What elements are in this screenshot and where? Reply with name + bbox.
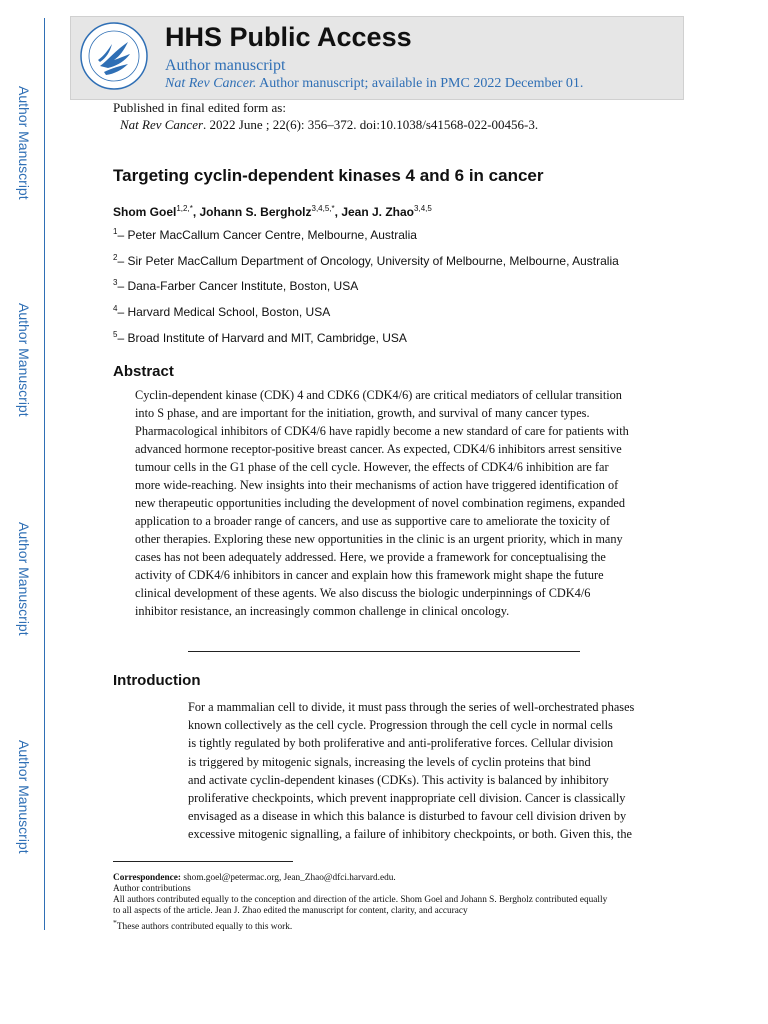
affiliation-text: – Harvard Medical School, Boston, USA — [117, 305, 331, 319]
author-separator: , — [334, 205, 342, 219]
equal-contribution-mark: * — [113, 918, 117, 927]
published-label: Published in final edited form as: — [113, 100, 286, 115]
author-contributions-line: All authors contributed equally to the conception and direction of the article. Shom Goel and Johann S. Bergholz contributed equally — [113, 895, 608, 905]
introduction-heading: Introduction — [113, 672, 201, 689]
affiliation-text: – Broad Institute of Harvard and MIT, Cambridge, USA — [117, 331, 407, 345]
author-name: Jean J. Zhao — [341, 205, 415, 219]
affiliation-number: 3 — [113, 278, 118, 287]
publication-citation — [120, 117, 538, 133]
author-affiliation-marks: 3,4,5 — [414, 204, 432, 213]
abstract-heading: Abstract — [113, 363, 174, 380]
affiliation-item — [113, 227, 417, 242]
article-title: Targeting cyclin-dependent kinases 4 and 6 in cancer — [113, 166, 544, 185]
intro-line: is triggered by mitogenic signals, increasing the levels of cyclin proteins that bind — [188, 754, 591, 769]
affiliation-number: 2 — [113, 253, 118, 262]
hhs-eagle-logo-icon — [78, 20, 150, 92]
author-affiliation-marks: 1,2,* — [176, 204, 193, 213]
affiliation-text: – Dana-Farber Cancer Institute, Boston, USA — [117, 279, 359, 293]
affiliation-item — [113, 253, 619, 268]
affiliation-text: – Sir Peter MacCallum Department of Oncology, University of Melbourne, Melbourne, Australia — [117, 254, 619, 268]
author-contributions-line: to all aspects of the article. Jean J. Zhao edited the manuscript for content, clarity, and accuracy — [113, 906, 468, 916]
intro-line: is tightly regulated by both proliferative and anti-proliferative forces. Cellular division — [188, 736, 614, 751]
equal-contribution-text: These authors contributed equally to this work. — [116, 922, 293, 933]
affiliation-item — [113, 304, 330, 319]
footnote-divider — [113, 861, 293, 862]
intro-line: For a mammalian cell to divide, it must pass through the series of well-orchestrated phases — [188, 700, 635, 714]
author-separator: , — [192, 205, 200, 219]
intro-line: proliferative checkpoints, which prevent inappropriate cell division. Cancer is classically — [188, 791, 626, 806]
author-affiliation-marks: 3,4,5,* — [311, 204, 335, 213]
affiliation-item — [113, 278, 358, 293]
affiliation-number: 5 — [113, 330, 118, 339]
header-title: HHS Public Access — [165, 22, 412, 52]
header-availability-text: Author manuscript; available in PMC 2022 December 01. — [256, 76, 584, 91]
author-list — [113, 204, 432, 219]
margin-rule — [44, 18, 45, 930]
header-subtitle: Author manuscript — [165, 57, 286, 74]
intro-line: excessive mitogenic signalling, a failure of inhibitory checkpoints, or both. Given this, the — [188, 827, 632, 842]
affiliation-text: – Peter MacCallum Cancer Centre, Melbourne, Australia — [117, 228, 417, 242]
intro-line: known collectively as the cell cycle. Progression through the cell cycle in normal cells — [188, 718, 613, 733]
introduction-body — [188, 698, 648, 844]
affiliation-item — [113, 330, 407, 345]
intro-line: envisaged as a disease in which this balance is disturbed to favour cell division driven by — [188, 809, 627, 824]
abstract-body: Cyclin-dependent kinase (CDK) 4 and CDK6 (CDK4/6) are critical mediators of cellular transition into S phase, and are important for the initiation, growth, and survival of many cancer types. Pharmacological inhibitors of CDK4/6 have rapidly become a new standard of care for patients with advanced hormone receptor-positive breast cancer. As expected, CDK4/6 inhibitors arrest sensitive tumour cells in the G1 phase of the cell cycle. However, the effects of CDK4/6 inhibition are far more wide-reaching. New insights into their mechanisms of action have triggered identification of new therapeutic opportunities including the development of novel combination regimens, expanded application to a broader range of cancers, and use as supportive care to ameliorate the toxicity of other therapies. Exploring these new opportunities in the clinic is an urgent priority, which in many cases has not been adequately addressed. Here, we provide a framework for conceptualising the activity of CDK4/6 inhibitors in cancer and explain how this framework might shape the future clinical development of these agents. We also discuss the biologic underpinnings of CDK4/6 inhibitor resistance, an increasingly common challenge in clinical oncology. — [135, 388, 629, 618]
author-name: Shom Goel — [113, 205, 177, 219]
author-contributions-label: Author contributions — [113, 884, 191, 894]
affiliation-number: 4 — [113, 304, 118, 313]
citation-journal: Nat Rev Cancer — [120, 117, 204, 132]
header-availability — [165, 76, 583, 92]
correspondence-footnote — [113, 873, 396, 884]
intro-line: and activate cyclin-dependent kinases (CDKs). This activity is balanced by inhibitory — [188, 772, 609, 787]
abstract-divider — [188, 651, 580, 652]
correspondence-emails: shom.goel@petermac.org, Jean_Zhao@dfci.harvard.edu. — [181, 873, 396, 883]
affiliation-number: 1 — [113, 227, 118, 236]
correspondence-label: Correspondence: — [113, 873, 181, 883]
equal-contribution-footnote — [113, 917, 292, 933]
author-name: Johann S. Bergholz — [199, 205, 312, 219]
header-journal: Nat Rev Cancer. — [165, 76, 257, 91]
citation-details: . 2022 June ; 22(6): 356–372. doi:10.1038/s41568-022-00456-3. — [203, 117, 539, 132]
